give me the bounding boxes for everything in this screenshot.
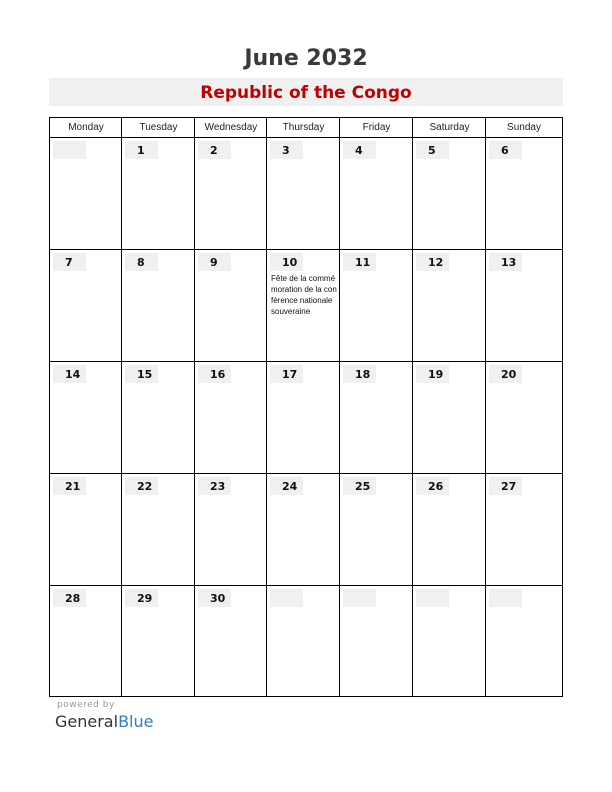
day-number: 21 [65, 480, 81, 493]
day-number: 30 [210, 592, 226, 605]
day-number: 13 [501, 256, 517, 269]
day-cell[interactable] [267, 138, 339, 249]
day-cell[interactable] [267, 586, 339, 697]
day-number-box [416, 589, 449, 607]
day-number-box [53, 365, 86, 383]
day-number-box [198, 365, 231, 383]
day-number-box [270, 141, 303, 159]
day-number-box [270, 365, 303, 383]
day-number: 20 [501, 368, 517, 381]
weekday-header-5: Saturday [429, 122, 470, 133]
day-number: 2 [210, 144, 218, 157]
day-number-box [270, 477, 303, 495]
day-cell[interactable] [340, 250, 412, 361]
day-cell[interactable] [122, 362, 194, 473]
day-cell[interactable] [486, 586, 561, 697]
day-number-box [489, 253, 522, 271]
day-number-box [489, 141, 522, 159]
day-cell[interactable] [50, 474, 121, 585]
day-cell[interactable] [413, 586, 485, 697]
day-cell[interactable] [486, 250, 561, 361]
day-number: 10 [282, 256, 298, 269]
day-cell[interactable] [195, 362, 266, 473]
day-number-box [343, 365, 376, 383]
day-number-box [343, 253, 376, 271]
weekday-header-3: Thursday [282, 122, 325, 133]
day-cell[interactable] [340, 138, 412, 249]
day-number-box [270, 253, 303, 271]
day-number-box [53, 141, 86, 159]
day-number: 5 [428, 144, 436, 157]
powered-by-label: powered by [57, 700, 115, 710]
day-cell[interactable] [122, 138, 194, 249]
day-number-box [489, 477, 522, 495]
day-cell[interactable] [195, 474, 266, 585]
brand-general-text: General [55, 712, 119, 731]
day-number-box [53, 253, 86, 271]
weekday-header-2: Wednesday [204, 122, 258, 133]
day-cell[interactable] [267, 474, 339, 585]
day-number: 11 [355, 256, 371, 269]
day-number: 16 [210, 368, 226, 381]
day-number-box [198, 589, 231, 607]
day-number: 19 [428, 368, 444, 381]
day-number-box [53, 477, 86, 495]
day-cell[interactable] [50, 586, 121, 697]
day-number-box [125, 141, 158, 159]
day-number: 22 [137, 480, 153, 493]
day-number-box [416, 253, 449, 271]
day-number-box [270, 589, 303, 607]
day-cell[interactable] [50, 138, 121, 249]
country-banner [49, 78, 563, 106]
day-cell[interactable] [122, 250, 194, 361]
day-number: 3 [282, 144, 290, 157]
day-number: 25 [355, 480, 371, 493]
day-number: 23 [210, 480, 226, 493]
day-number: 8 [137, 256, 145, 269]
day-number-box [53, 589, 86, 607]
day-cell[interactable] [486, 362, 561, 473]
day-number-box [198, 141, 231, 159]
day-number-box [416, 477, 449, 495]
day-cell[interactable] [413, 474, 485, 585]
day-number: 6 [501, 144, 509, 157]
day-number-box [125, 253, 158, 271]
day-cell[interactable] [122, 474, 194, 585]
brand-blue-text: Blue [118, 712, 154, 731]
day-number: 9 [210, 256, 218, 269]
day-number: 18 [355, 368, 371, 381]
day-cell[interactable] [50, 250, 121, 361]
day-number: 1 [137, 144, 145, 157]
day-number: 17 [282, 368, 298, 381]
day-cell[interactable] [195, 586, 266, 697]
day-number-box [489, 589, 522, 607]
calendar-grid [49, 117, 563, 697]
weekday-header-4: Friday [362, 122, 391, 133]
day-cell[interactable] [195, 138, 266, 249]
day-cell[interactable] [486, 138, 561, 249]
month-title: June 2032 [244, 46, 368, 71]
day-number-box [198, 477, 231, 495]
day-cell[interactable] [50, 362, 121, 473]
day-number-box [343, 589, 376, 607]
day-cell[interactable] [413, 138, 485, 249]
weekday-header-1: Tuesday [139, 122, 178, 133]
country-name: Republic of the Congo [200, 83, 412, 103]
day-number: 15 [137, 368, 153, 381]
day-number-box [125, 365, 158, 383]
day-number: 4 [355, 144, 363, 157]
day-number-box [416, 365, 449, 383]
day-number-box [343, 477, 376, 495]
weekday-header-0: Monday [68, 122, 104, 133]
holiday-event: Fête de la commémoration de la conférence nationale souveraine [271, 274, 337, 316]
generalblue-logo[interactable] [55, 712, 153, 731]
day-cell[interactable] [122, 586, 194, 697]
day-cell[interactable] [267, 250, 339, 361]
day-number-box [416, 141, 449, 159]
day-cell[interactable] [413, 362, 485, 473]
day-cell[interactable] [267, 362, 339, 473]
day-number: 7 [65, 256, 73, 269]
day-cell[interactable] [486, 474, 561, 585]
weekday-header-6: Sunday [507, 122, 541, 133]
day-number-box [125, 477, 158, 495]
day-cell[interactable] [340, 362, 412, 473]
day-number: 12 [428, 256, 444, 269]
day-number-box [489, 365, 522, 383]
day-number: 29 [137, 592, 153, 605]
day-number-box [343, 141, 376, 159]
day-number: 28 [65, 592, 81, 605]
day-cell[interactable] [195, 250, 266, 361]
day-number: 24 [282, 480, 298, 493]
day-number: 14 [65, 368, 81, 381]
day-cell[interactable] [413, 250, 485, 361]
day-number-box [125, 589, 158, 607]
day-number: 26 [428, 480, 444, 493]
day-cell[interactable] [340, 586, 412, 697]
day-number: 27 [501, 480, 517, 493]
day-cell[interactable] [340, 474, 412, 585]
day-number-box [198, 253, 231, 271]
